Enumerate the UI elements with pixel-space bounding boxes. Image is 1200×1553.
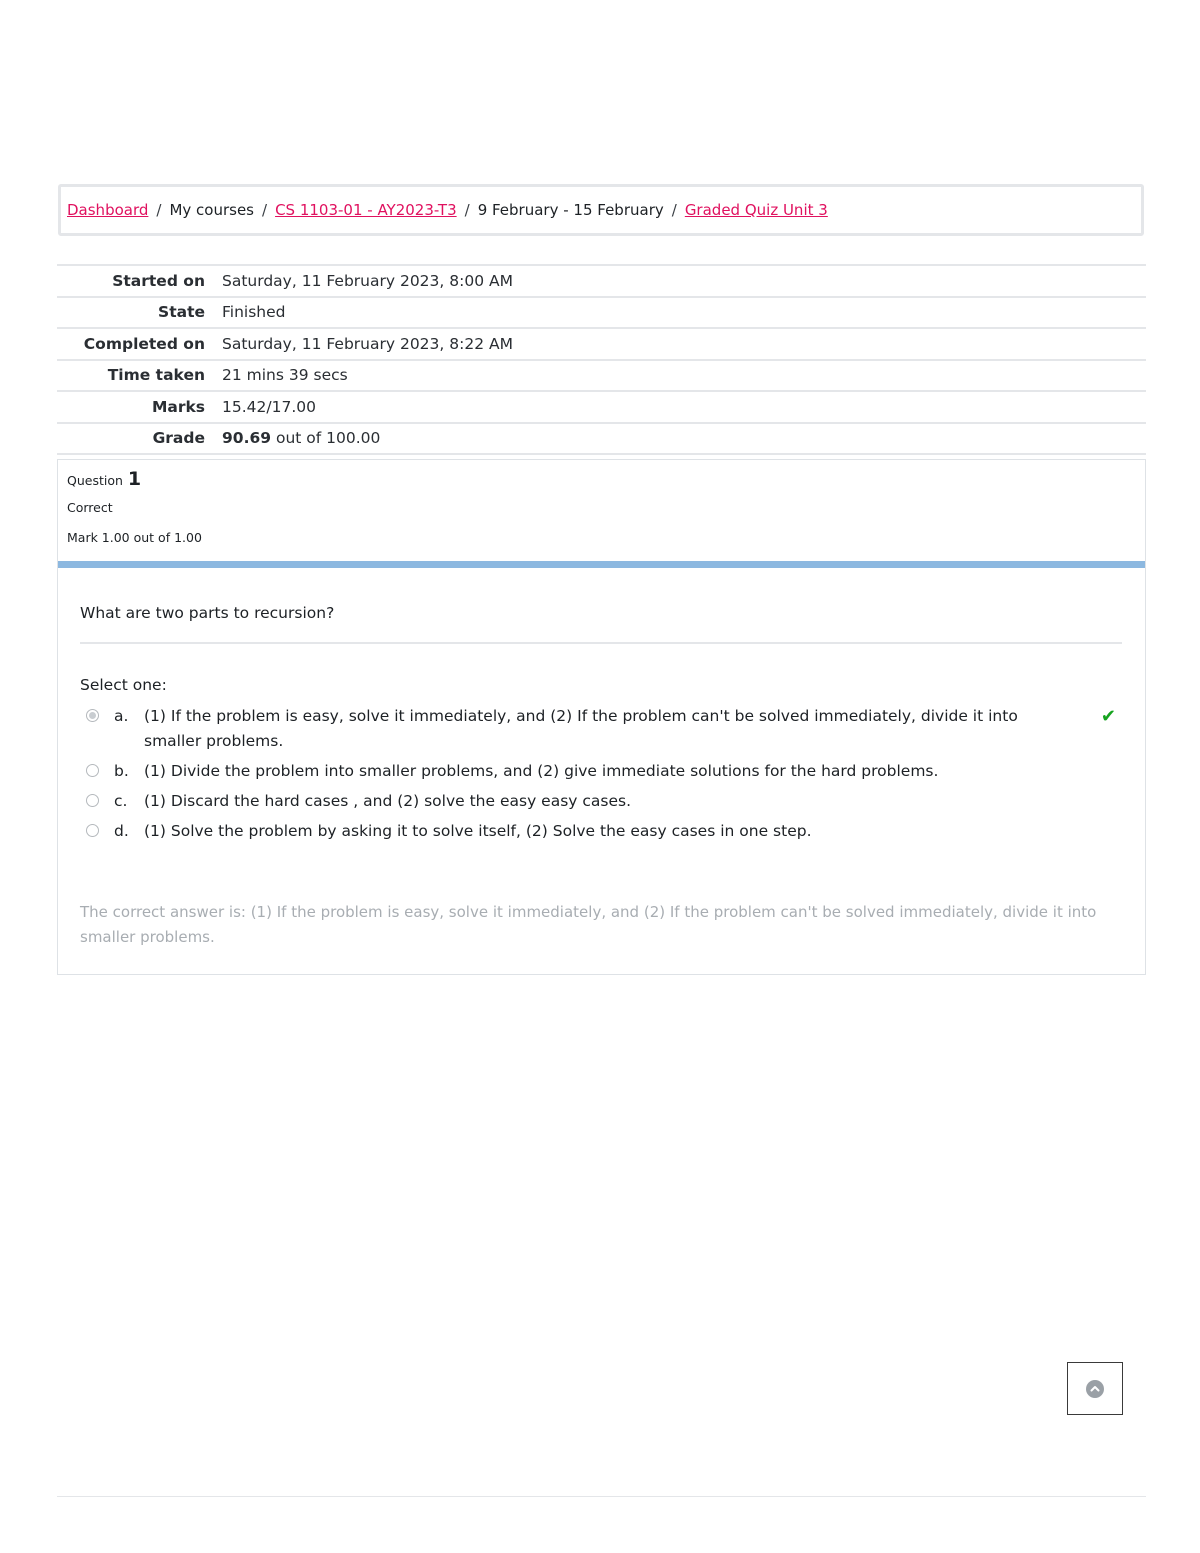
summary-label: Grade: [152, 429, 205, 448]
summary-label: State: [158, 303, 205, 322]
question-state: Correct: [67, 500, 113, 515]
question-info: [67, 470, 202, 544]
question-number-line: [67, 470, 202, 489]
summary-value: Saturday, 11 February 2023, 8:00 AM: [222, 271, 513, 290]
summary-label: Time taken: [107, 366, 205, 385]
radio-button[interactable]: [86, 764, 99, 777]
answer-prompt: Select one:: [80, 676, 167, 694]
quiz-review-summary: [57, 264, 1146, 455]
answer-text: (1) If the problem is easy, solve it immediately, and (2) If the problem can't be solved immediately, divide it into smaller problems.: [144, 707, 1018, 750]
answer-text: (1) Discard the hard cases , and (2) solve the easy easy cases.: [144, 792, 632, 810]
breadcrumb-separator: /: [671, 201, 677, 219]
question-number: 1: [127, 468, 142, 490]
grade-score: 90.69: [222, 429, 272, 448]
summary-row-completed-on: [57, 329, 1146, 361]
footer-divider: [57, 1496, 1146, 1497]
summary-row-grade: [57, 424, 1146, 456]
question-grade: Mark 1.00 out of 1.00: [67, 529, 202, 545]
radio-button[interactable]: [86, 824, 99, 837]
grade-out-of: out of 100.00: [275, 429, 381, 448]
question-divider: [80, 642, 1122, 644]
answer-letter: b.: [114, 762, 129, 780]
breadcrumb-separator: /: [156, 201, 162, 219]
arrow-up-icon: [1086, 1380, 1104, 1398]
radio-button[interactable]: [86, 794, 99, 807]
breadcrumb-course-link[interactable]: CS 1103-01 - AY2023-T3: [275, 201, 457, 219]
summary-value: Finished: [222, 303, 286, 322]
question-text: What are two parts to recursion?: [80, 604, 335, 622]
summary-value: [222, 429, 380, 447]
summary-value: 15.42/17.00: [222, 397, 316, 416]
answer-option-b[interactable]: [86, 759, 1126, 784]
breadcrumb-separator: /: [464, 201, 470, 219]
summary-row-started-on: [57, 266, 1146, 298]
answer-list: [86, 704, 1126, 849]
summary-label: Started on: [112, 271, 205, 290]
answer-letter: c.: [114, 792, 128, 810]
breadcrumb: [58, 184, 1144, 236]
summary-row-state: [57, 298, 1146, 330]
answer-option-a[interactable]: [86, 704, 1126, 754]
summary-row-marks: [57, 392, 1146, 424]
check-icon: ✔: [1100, 706, 1116, 727]
answer-text: (1) Solve the problem by asking it to solve itself, (2) Solve the easy cases in one step.: [144, 822, 812, 840]
summary-row-time-taken: [57, 361, 1146, 393]
answer-text: (1) Divide the problem into smaller problems, and (2) give immediate solutions for the hard problems.: [144, 762, 939, 780]
question-label: Question: [67, 473, 123, 488]
question-formulation: [58, 561, 1145, 883]
radio-button-selected[interactable]: [86, 709, 99, 722]
breadcrumb-my-courses: My courses: [169, 201, 254, 219]
back-to-top-button[interactable]: [1067, 1362, 1123, 1415]
breadcrumb-separator: /: [262, 201, 268, 219]
answer-letter: d.: [114, 822, 129, 840]
summary-label: Completed on: [83, 334, 205, 353]
summary-value: 21 mins 39 secs: [222, 366, 348, 385]
summary-value: Saturday, 11 February 2023, 8:22 AM: [222, 334, 513, 353]
answer-option-c[interactable]: [86, 789, 1126, 814]
breadcrumb-quiz-link[interactable]: Graded Quiz Unit 3: [684, 201, 828, 219]
question-card: [57, 459, 1146, 975]
answer-option-d[interactable]: [86, 819, 1126, 844]
breadcrumb-week: 9 February - 15 February: [477, 201, 664, 219]
breadcrumb-dashboard-link[interactable]: Dashboard: [67, 201, 149, 219]
correct-answer-feedback: The correct answer is: (1) If the problem is easy, solve it immediately, and (2) If the problem can't be solved immediately, divide it into smaller problems.: [80, 903, 1097, 946]
answer-letter: a.: [114, 707, 129, 725]
summary-label: Marks: [151, 397, 205, 416]
